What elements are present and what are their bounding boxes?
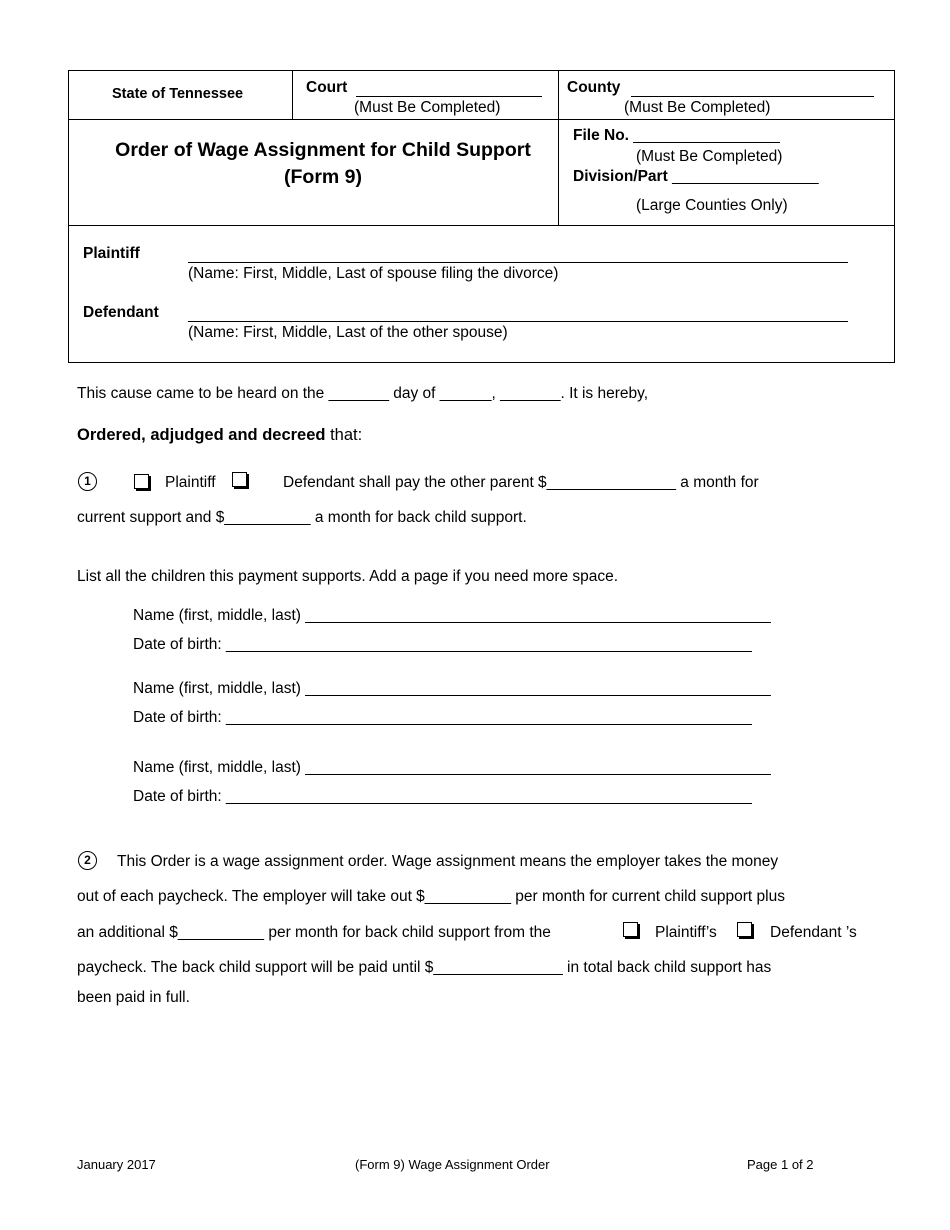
defendants-checkbox[interactable] xyxy=(737,922,752,937)
child-3-dob[interactable]: Date of birth: _____________________________________________________________ xyxy=(133,788,752,805)
section-1-number: 1 xyxy=(78,472,97,491)
court-note: (Must Be Completed) xyxy=(354,99,501,116)
division-field[interactable]: _________________ xyxy=(672,168,819,185)
s2-line1: This Order is a wage assignment order. Wage assignment means the employer takes the money xyxy=(117,853,779,870)
division-label: Division/Part xyxy=(573,168,668,185)
s1-plaintiff-label: Plaintiff xyxy=(165,474,216,491)
s2-line4: paycheck. The back child support will be paid until $_______________ in total back child support has xyxy=(77,959,772,976)
division-note: (Large Counties Only) xyxy=(636,197,788,214)
county-label: County xyxy=(567,79,621,96)
file-no-label: File No. xyxy=(573,127,629,144)
section-2-number: 2 xyxy=(78,851,97,870)
file-no-note: (Must Be Completed) xyxy=(636,148,783,165)
form-title: Order of Wage Assignment for Child Support xyxy=(115,139,531,161)
court-label: Court xyxy=(306,79,348,96)
s2-defendants-label: Defendant ’s xyxy=(770,924,857,941)
footer-date: January 2017 xyxy=(77,1157,156,1172)
form-number: (Form 9) xyxy=(284,166,362,188)
child-2-name[interactable]: Name (first, middle, last) ______________________________________________________ xyxy=(133,680,771,697)
defendant-note: (Name: First, Middle, Last of the other spouse) xyxy=(188,324,508,341)
child-3-name[interactable]: Name (first, middle, last) ______________________________________________________ xyxy=(133,759,771,776)
caption-divider xyxy=(68,225,895,226)
plaintiff-checkbox[interactable] xyxy=(134,474,149,489)
county-note: (Must Be Completed) xyxy=(624,99,771,116)
caption-divider xyxy=(292,70,293,119)
children-intro: List all the children this payment supports. Add a page if you need more space. xyxy=(77,568,619,585)
child-2-dob[interactable]: Date of birth: _____________________________________________________________ xyxy=(133,709,752,726)
s2-line3: an additional $__________ per month for back child support from the xyxy=(77,924,551,941)
ordered-heading: Ordered, adjudged and decreed xyxy=(77,426,326,444)
s2-line5: been paid in full. xyxy=(77,989,190,1006)
state-label: State of Tennessee xyxy=(112,86,244,102)
s2-line2: out of each paycheck. The employer will take out $__________ per month for current child support plus xyxy=(77,888,785,905)
child-1-dob[interactable]: Date of birth: _____________________________________________________________ xyxy=(133,636,752,653)
plaintiff-field[interactable] xyxy=(188,262,848,263)
plaintiff-label: Plaintiff xyxy=(83,245,140,262)
footer-form: (Form 9) Wage Assignment Order xyxy=(355,1157,550,1172)
s2-plaintiffs-label: Plaintiff’s xyxy=(655,924,717,941)
county-field[interactable] xyxy=(631,96,874,97)
heard-line: This cause came to be heard on the _______ day of ______, _______. It is hereby, xyxy=(77,385,649,402)
defendant-checkbox[interactable] xyxy=(232,472,247,487)
court-field[interactable] xyxy=(356,96,542,97)
child-1-name[interactable]: Name (first, middle, last) ______________________________________________________ xyxy=(133,607,771,624)
defendant-field[interactable] xyxy=(188,321,848,322)
plaintiff-note: (Name: First, Middle, Last of spouse filing the divorce) xyxy=(188,265,559,282)
caption-divider xyxy=(68,119,895,120)
ordered-that: that: xyxy=(325,426,363,444)
footer-page: Page 1 of 2 xyxy=(747,1157,814,1172)
s1-line2: current support and $__________ a month for back child support. xyxy=(77,509,527,526)
defendant-label: Defendant xyxy=(83,304,159,321)
file-no-field[interactable]: _________________ xyxy=(633,127,780,144)
s1-text: Defendant shall pay the other parent $_______________ a month for xyxy=(283,474,759,491)
plaintiffs-checkbox[interactable] xyxy=(623,922,638,937)
